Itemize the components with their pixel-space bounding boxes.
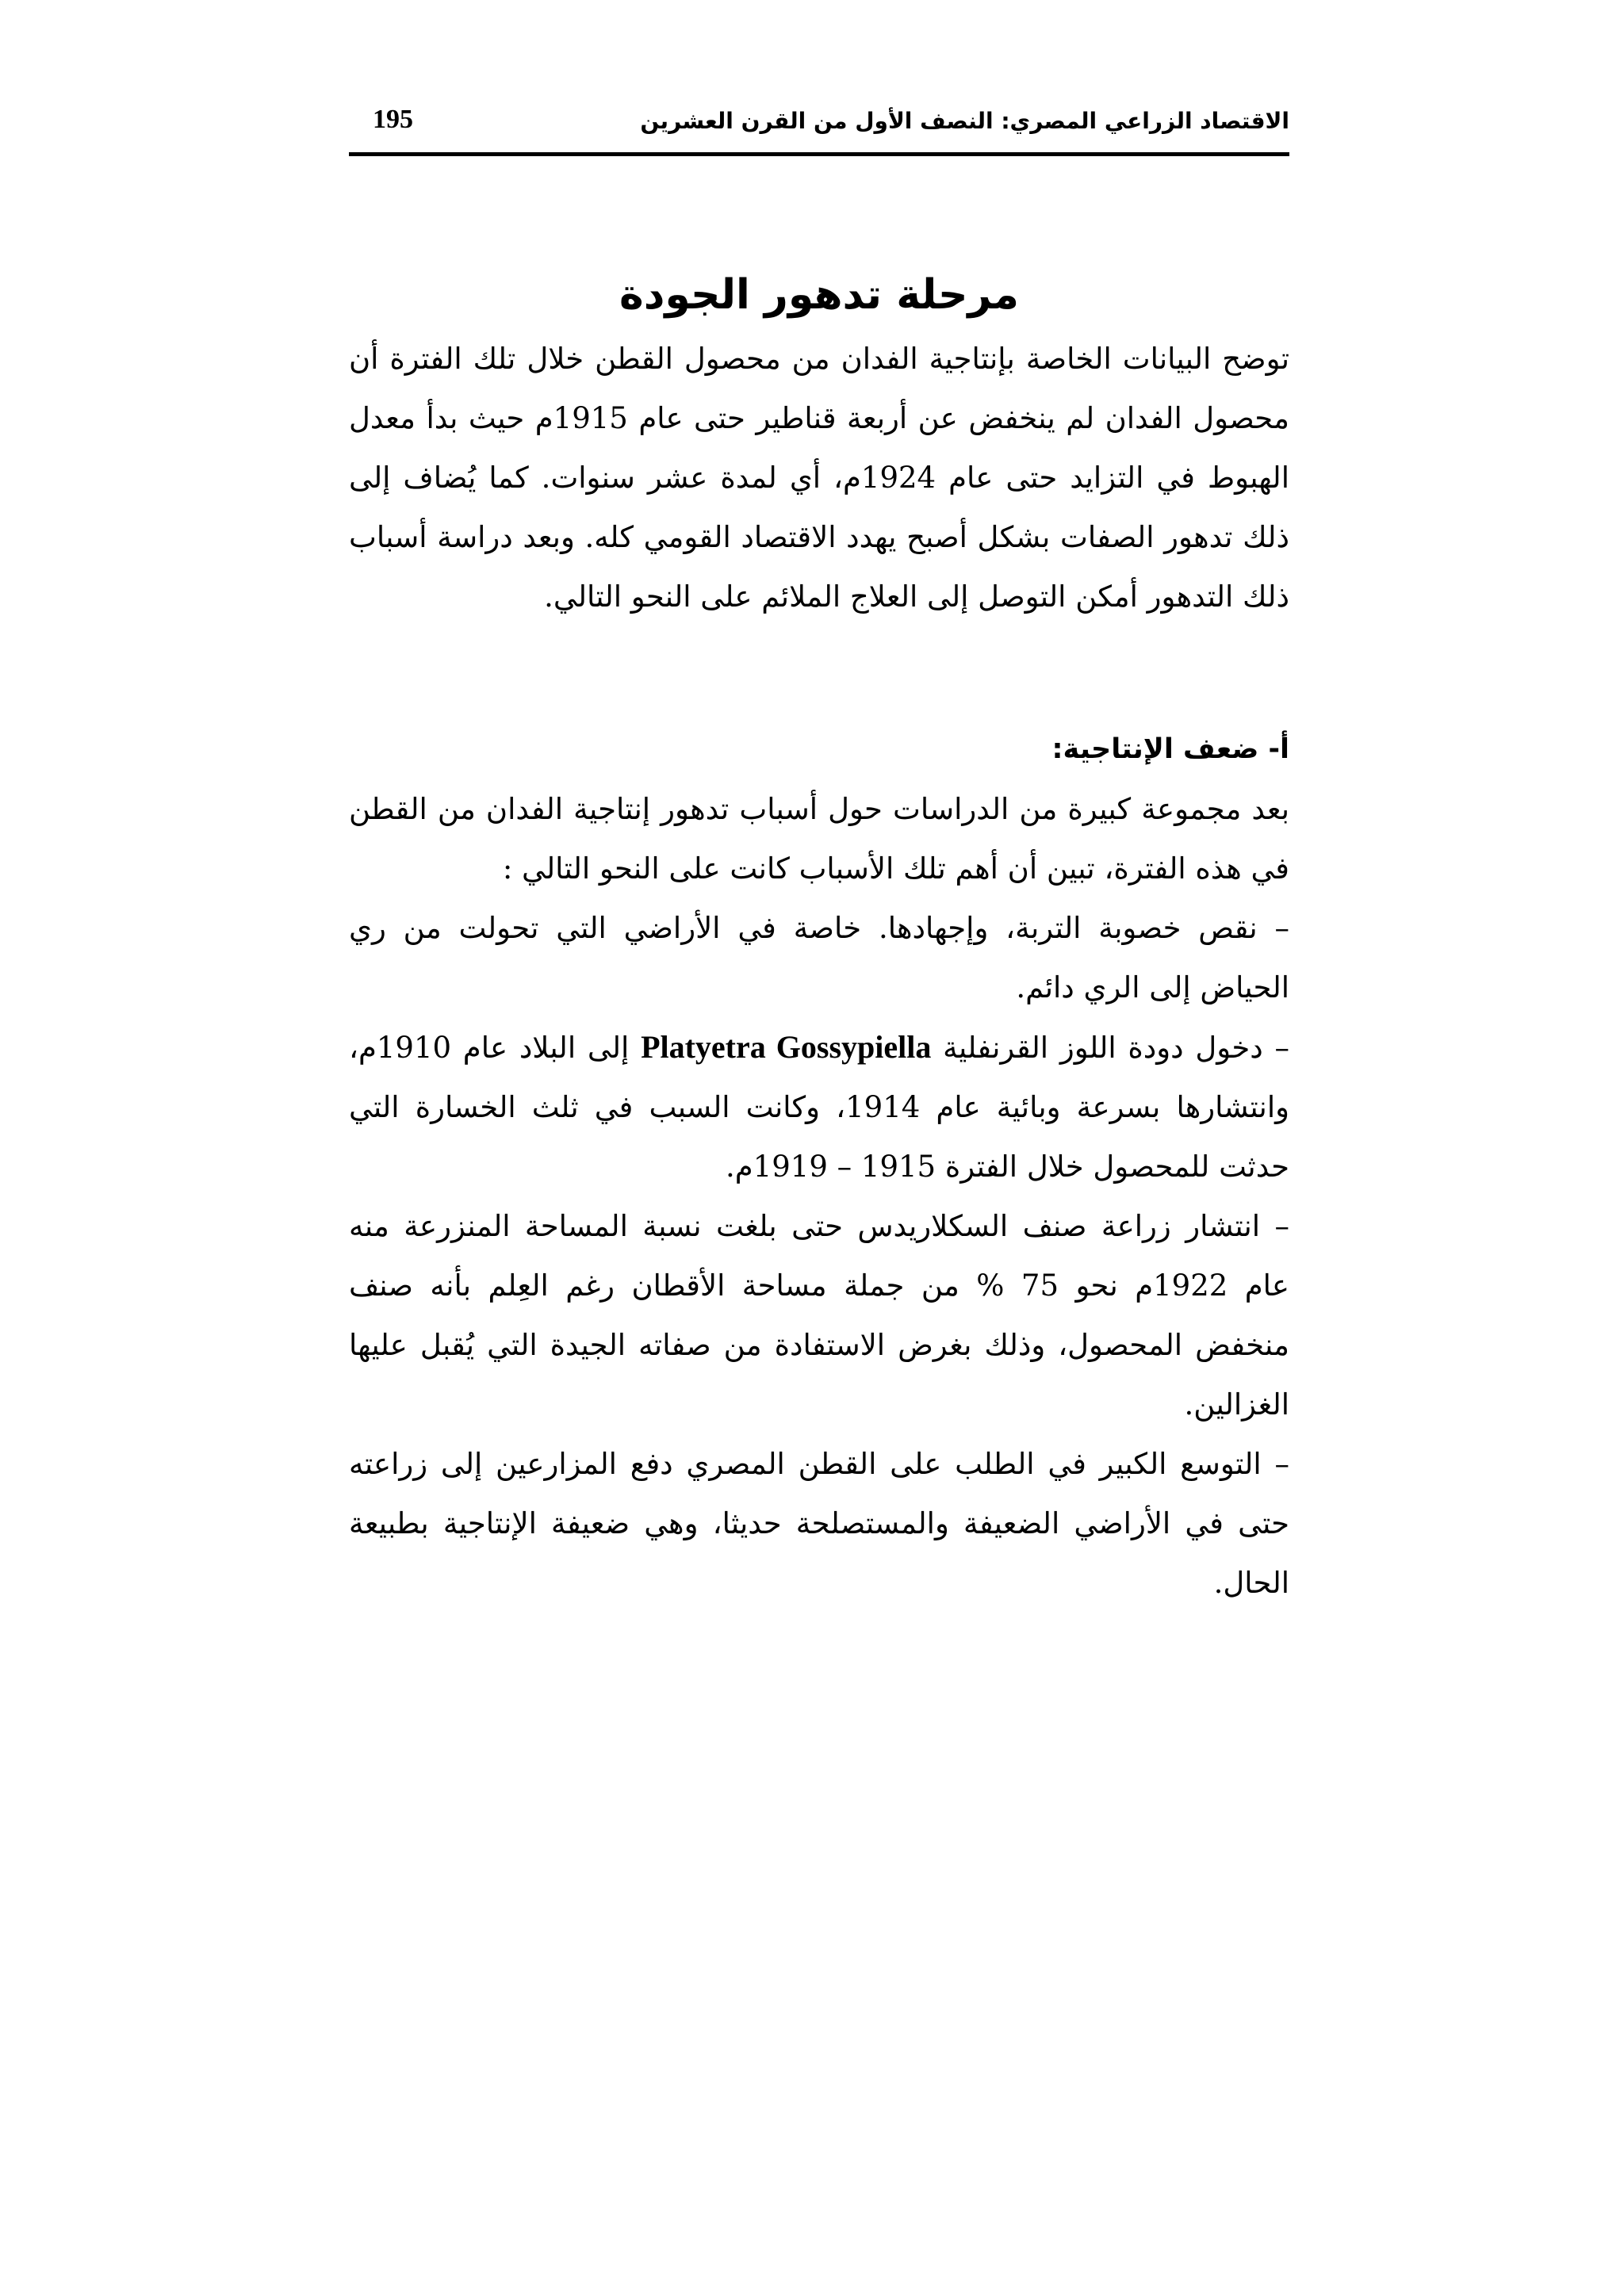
intro-paragraph: توضح البيانات الخاصة بإنتاجية الفدان من محصول القطن خلال تلك الفترة أن محصول الفدان لم ينخفض عن أربعة قناطير حتى عام 1915م حيث بدأ معدل الهبوط في التزايد حتى عام 1924م، أي لمدة عشر سنوات. كما يُضاف إلى ذلك تدهور الصفات بشكل أصبح يهدد الاقتصاد القومي كله. وبعد دراسة أسباب ذلك التدهور أمكن التوصل إلى العلاج الملائم على النحو التالي. — [349, 342, 1289, 614]
item2-before: – دخول دودة اللوز القرنفلية — [943, 1031, 1290, 1065]
chapter-title: مرحلة تدهور الجودة — [619, 271, 1019, 319]
body-text — [349, 329, 1289, 1613]
list-item: – انتشار زراعة صنف السكلاريدس حتى بلغت نسبة المساحة المنزرعة منه عام 1922م نحو 75 % من جملة مساحة الأقطان رغم العِلم بأنه صنف منخفض المحصول، وذلك بغرض الاستفادة من صفاته الجيدة التي يُقبل عليها الغزالين. — [349, 1209, 1289, 1422]
latin-species-name: Platyetra Gossypiella — [641, 1029, 932, 1065]
section-lead-paragraph: بعد مجموعة كبيرة من الدراسات حول أسباب تدهور إنتاجية الفدان من القطن في هذه الفترة، تبين أن أهم تلك الأسباب كانت على النحو التالي : — [349, 792, 1289, 886]
page-header — [349, 103, 1289, 156]
item2-after: إلى البلاد عام 1910م، وانتشارها بسرعة وبائية عام 1914، وكانت السبب في ثلث الخسارة التي حدثت للمحصول خلال الفترة 1915 – 1919م. — [349, 1031, 1289, 1184]
page-number: 195 — [373, 105, 413, 134]
section-heading: أ- ضعف الإنتاجية: — [1051, 733, 1289, 765]
list-item: – نقص خصوبة التربة، وإجهادها. خاصة في الأراضي التي تحولت من ري الحياض إلى الري دائم. — [349, 911, 1289, 1004]
running-title: الاقتصاد الزراعي المصري: النصف الأول من القرن العشرين — [640, 108, 1289, 134]
list-item-pink-bollworm — [349, 1017, 1289, 1196]
list-item: – التوسع الكبير في الطلب على القطن المصري دفع المزارعين إلى زراعته حتى في الأراضي الضعيفة والمستصلحة حديثا، وهي ضعيفة الإنتاجية بطبيعة الحال. — [349, 1447, 1289, 1600]
